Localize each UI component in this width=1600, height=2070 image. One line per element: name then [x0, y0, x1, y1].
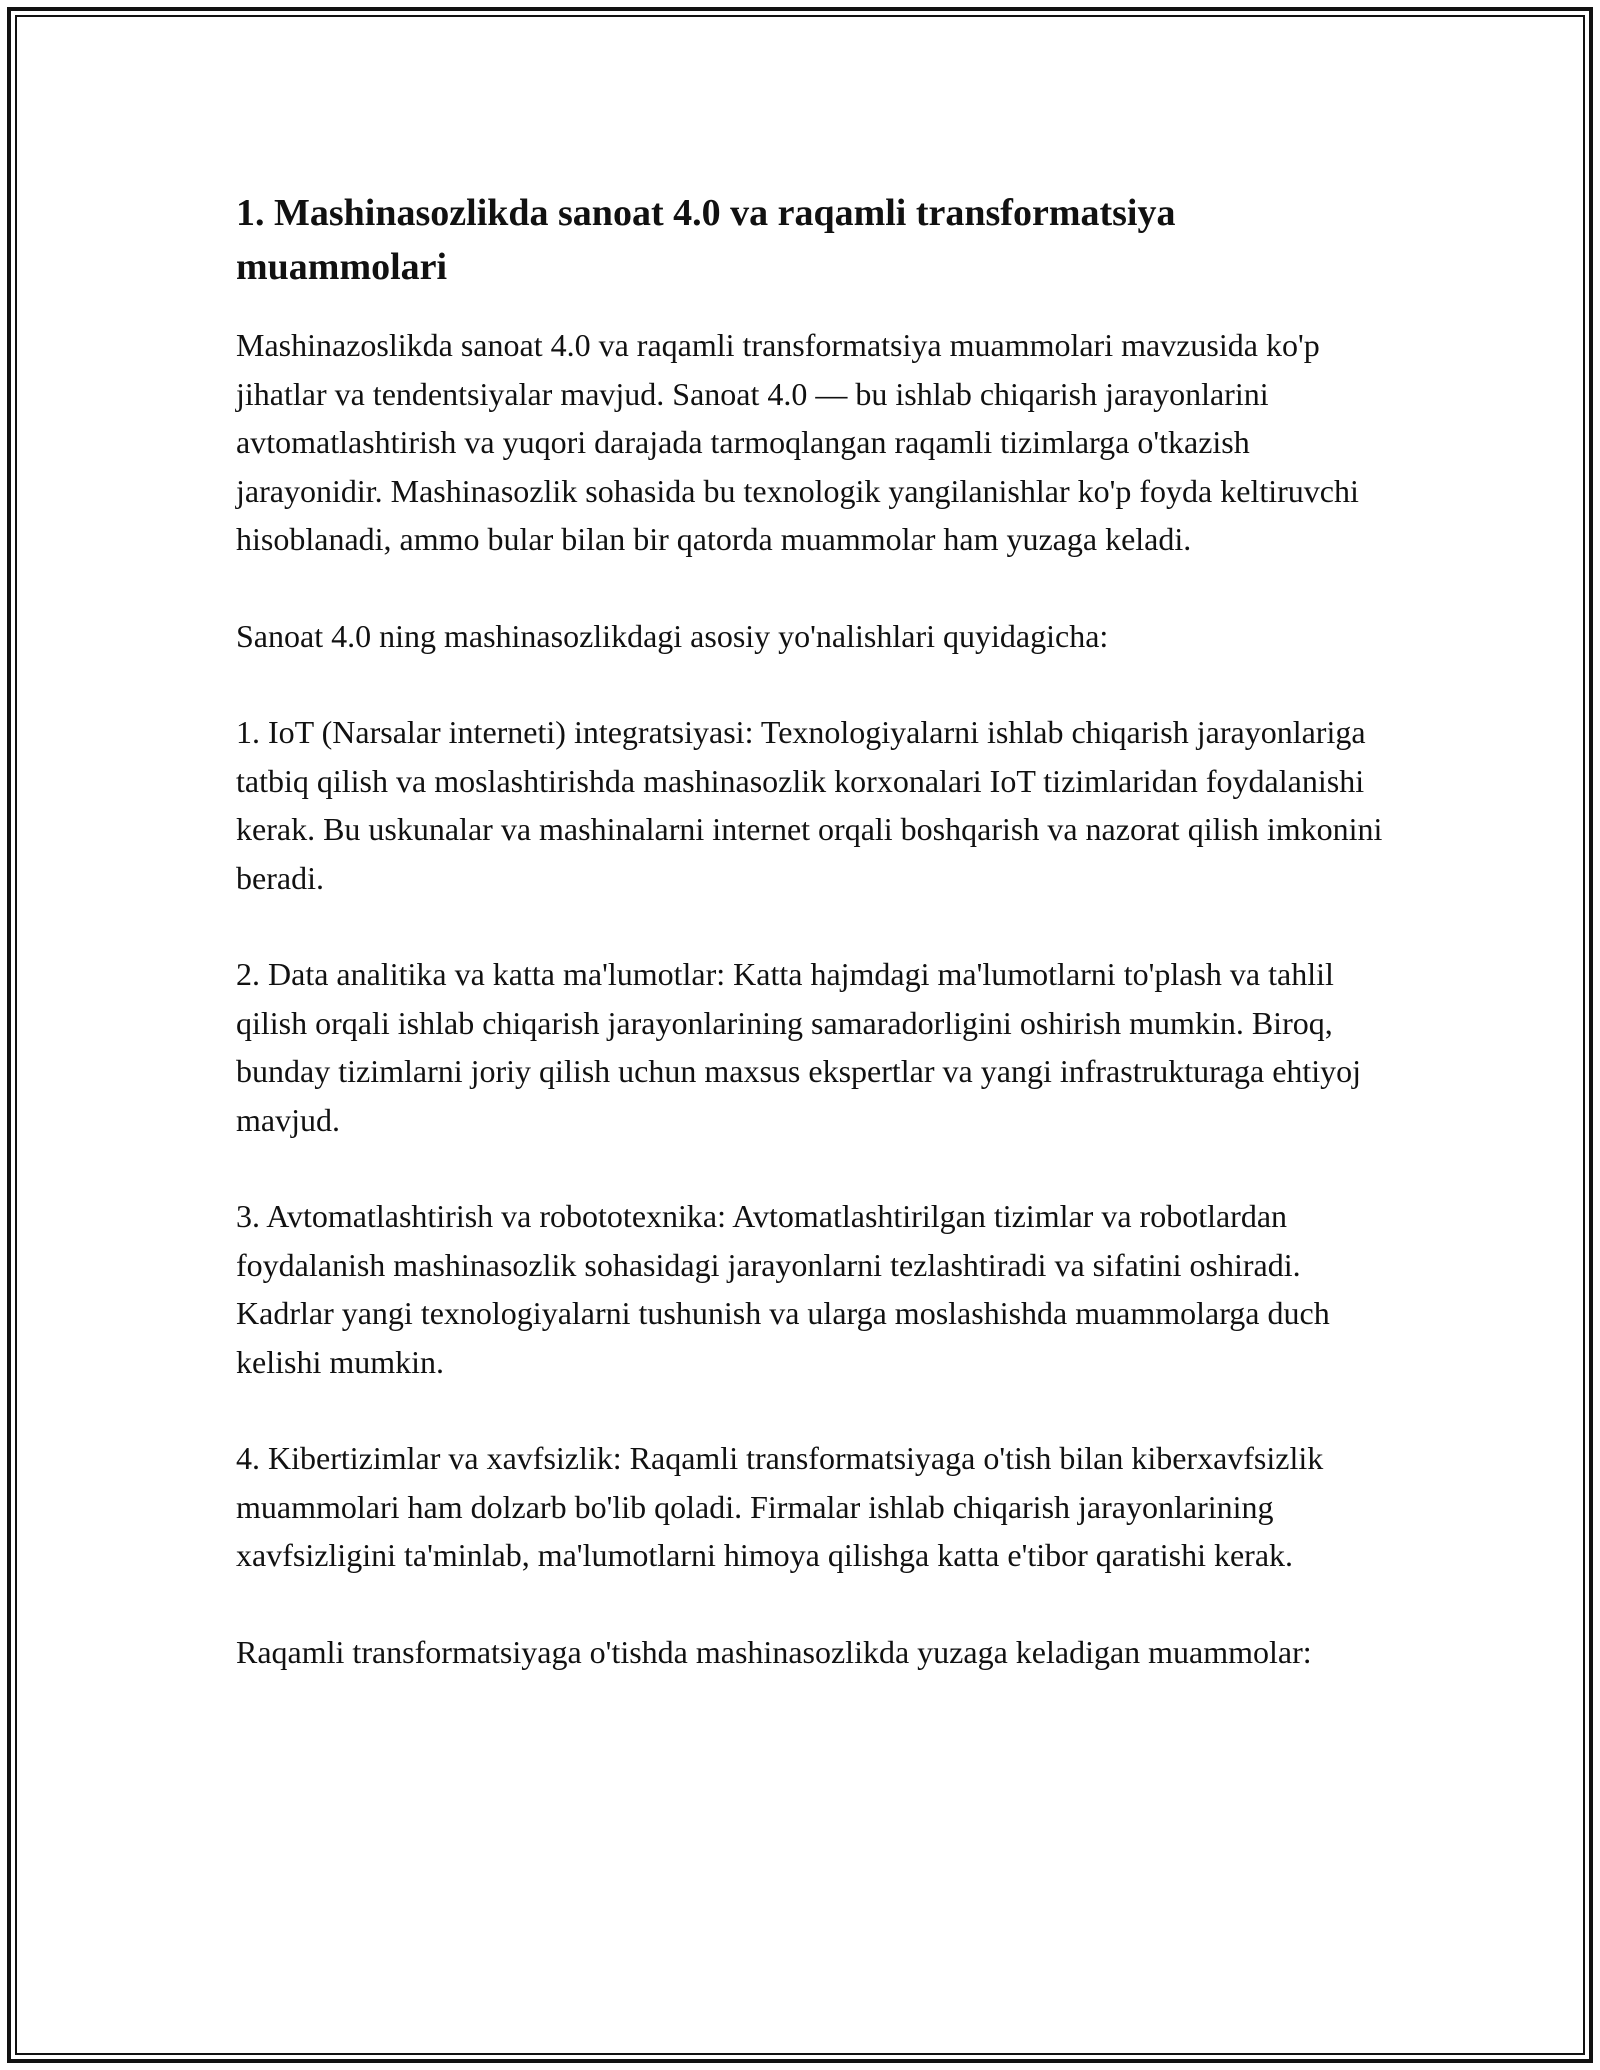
list-item-iot: 1. IoT (Narsalar interneti) integratsiyasi: Texnologiyalarni ishlab chiqarish jarayonlariga tatbiq qilish va moslashtirishda mashinasozlik korxonalari IoT tizimlaridan foydalanishi kerak. Bu uskunalar va mashinalarni internet orqali boshqarish va nazorat qilish imkonini beradi.	[236, 714, 1383, 896]
intro-paragraph: Mashinazoslikda sanoat 4.0 va raqamli transformatsiya muammolari mavzusida ko'p jihatlar va tendentsiyalar mavjud. Sanoat 4.0 — bu ishlab chiqarish jarayonlarini avtomatlashtirish va yuqori darajada tarmoqlangan raqamli tizimlarga o'tkazish jarayonidir. Mashinasozlik sohasida bu texnologik yangilanishlar ko'p foyda keltiruvchi hisoblanadi, ammo bular bilan bir qatorda muammolar ham yuzaga keladi.	[236, 327, 1359, 557]
list-item-cybersecurity: 4. Kibertizimlar va xavfsizlik: Raqamli transformatsiyaga o'tish bilan kiberxavfsizlik muammolari ham dolzarb bo'lib qoladi. Firmalar ishlab chiqarish jarayonlarining xavfsizligini ta'minlab, ma'lumotlarni himoya qilishga katta e'tibor qaratishi kerak.	[236, 1440, 1324, 1573]
list-item-data-analytics: 2. Data analitika va katta ma'lumotlar: Katta hajmdagi ma'lumotlarni to'plash va tahlil qilish orqali ishlab chiqarish jarayonlarining samaradorligini oshirish mumkin. Biroq, bunday tizimlarni joriy qilish uchun maxsus ekspertlar va yangi infrastrukturaga ehtiyoj mavjud.	[236, 956, 1362, 1138]
list-item-automation: 3. Avtomatlashtirish va robototexnika: Avtomatlashtirilgan tizimlar va robotlardan foydalanish mashinasozlik sohasidagi jarayonlarni tezlashtiradi va sifatini oshiradi. Kadrlar yangi texnologiyalarni tushunish va ularga moslashishda muammolarga duch kelishi mumkin.	[236, 1198, 1330, 1380]
problems-intro-paragraph: Raqamli transformatsiyaga o'tishda mashinasozlikda yuzaga keladigan muammolar:	[236, 1633, 1312, 1670]
directions-intro-paragraph: Sanoat 4.0 ning mashinasozlikdagi asosiy yo'nalishlari quyidagicha:	[236, 617, 1109, 654]
document-body	[236, 186, 1386, 1724]
section-heading: 1. Mashinasozlikda sanoat 4.0 va raqamli transformatsiya muammolari	[236, 192, 1176, 288]
